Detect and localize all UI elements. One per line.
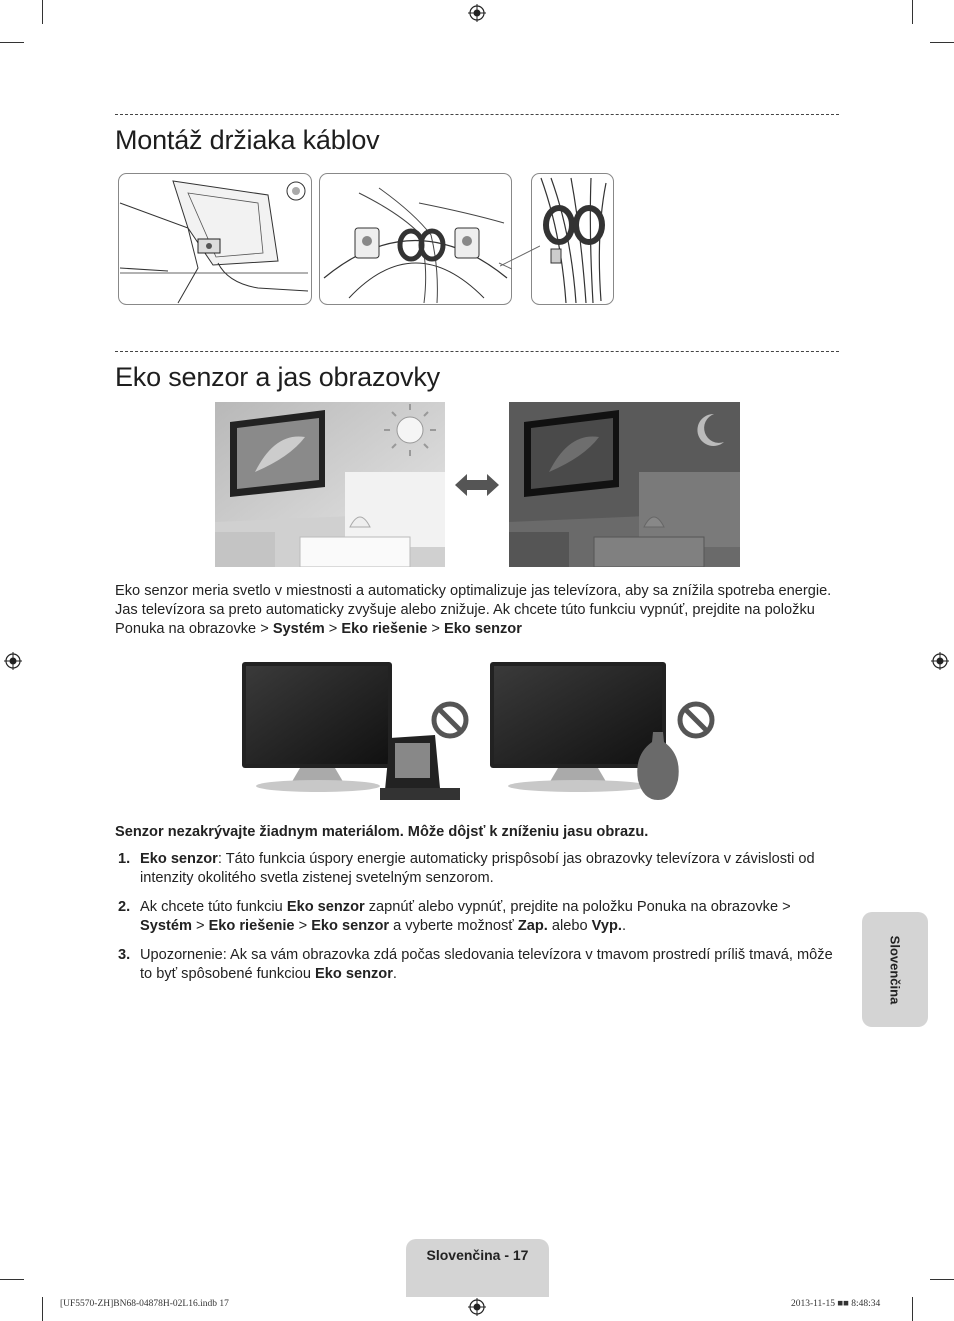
option-on: Zap.: [517, 918, 548, 934]
footer-file-info: [UF5570-ZH]BN68-04878H-02L16.indb 17: [60, 1299, 229, 1309]
tv-blocked-by-frame-illustration: [240, 660, 470, 805]
note-text: .: [392, 966, 397, 982]
tv-blocked-by-vase-illustration: [488, 660, 718, 805]
note-text: .: [621, 918, 626, 934]
crop-mark: [42, 0, 43, 24]
path-separator: >: [191, 918, 209, 934]
notes-list: [115, 850, 843, 994]
note-text: zapnúť alebo vypnúť, prejdite na položku Ponuka na obrazovke >: [364, 899, 791, 915]
menu-path-eco-solution: Eko riešenie: [208, 918, 295, 934]
path-separator: >: [294, 918, 312, 934]
registration-mark-icon: [468, 4, 486, 22]
language-label: Slovenčina: [887, 935, 903, 1004]
note-text: alebo: [547, 918, 592, 934]
path-separator: >: [427, 621, 445, 637]
crop-mark: [0, 1279, 24, 1280]
menu-path-eco-solution: Eko riešenie: [341, 621, 428, 637]
note-number: 2.: [118, 899, 131, 915]
language-side-tab: [862, 912, 928, 1027]
page-number-label: Slovenčina - 17: [426, 1247, 529, 1263]
note-number: 1.: [118, 851, 131, 867]
cable-holder-step1-illustration: [118, 173, 312, 305]
menu-path-system: Systém: [140, 918, 192, 934]
crop-mark: [0, 42, 24, 43]
path-separator: >: [324, 621, 342, 637]
term-eco-sensor: Eko senzor: [140, 851, 218, 867]
registration-mark-icon: [468, 1298, 486, 1316]
cable-holder-step3-illustration: [531, 173, 614, 305]
crop-mark: [930, 42, 954, 43]
note-text: a vyberte možnosť: [389, 918, 518, 934]
dark-room-illustration: [509, 402, 740, 567]
section-title-cable-holder: Montáž držiaka káblov: [115, 125, 380, 155]
callout-line: [500, 240, 540, 280]
note-item-3: [115, 946, 843, 984]
note-item-1: [115, 850, 843, 888]
footer-timestamp: 2013-11-15 ■■ 8:48:34: [791, 1299, 881, 1309]
intro-paragraph: [115, 582, 840, 639]
note-text: Upozornenie: Ak sa vám obrazovka zdá počas sledovania televízora v tmavom prostredí príliš tmavá, môže to byť spôsobené funkciou: [140, 947, 833, 982]
term-eco-sensor: Eko senzor: [315, 966, 393, 982]
double-arrow-icon: [455, 472, 499, 498]
term-eco-sensor: Eko senzor: [286, 899, 365, 915]
warning-text: Senzor nezakrývajte žiadnym materiálom. Môže dôjsť k zníženiu jasu obrazu.: [115, 824, 649, 840]
note-item-2: [115, 898, 843, 936]
crop-mark: [912, 0, 913, 24]
page-number-tab: [406, 1239, 549, 1297]
note-text: Ak chcete túto funkciu: [140, 899, 287, 915]
cable-holder-step2-illustration: [319, 173, 512, 305]
menu-path-eco-sensor: Eko senzor: [311, 918, 390, 934]
menu-path-system: Systém: [272, 621, 325, 637]
registration-mark-icon: [931, 652, 949, 670]
section-title-eco-sensor: Eko senzor a jas obrazovky: [115, 362, 440, 392]
bright-room-illustration: [215, 402, 445, 567]
note-number: 3.: [118, 947, 131, 963]
crop-mark: [930, 1279, 954, 1280]
note-text: : Táto funkcia úspory energie automaticky prispôsobí jas obrazovky televízora v závislosti od intenzity okolitého svetla zistenej svetelným senzorom.: [140, 851, 815, 886]
registration-mark-icon: [4, 652, 22, 670]
section-divider: [115, 114, 839, 115]
crop-mark: [42, 1297, 43, 1321]
section-divider: [115, 351, 839, 352]
menu-path-eco-sensor: Eko senzor: [444, 621, 522, 637]
crop-mark: [912, 1297, 913, 1321]
intro-text: Eko senzor meria svetlo v miestnosti a automaticky optimalizuje jas televízora, aby sa znížila spotreba energie. Jas televízora sa preto automaticky zvyšuje alebo znižuje. Ak chcete túto funkciu vypnúť, prejdite na položku Ponuka na obrazovke >: [115, 583, 832, 637]
option-off: Vyp.: [591, 918, 622, 934]
